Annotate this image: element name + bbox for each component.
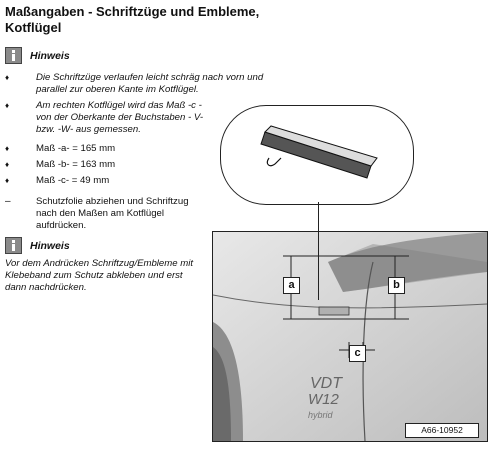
- detail-callout: [220, 105, 414, 205]
- dimension-label-a: a: [283, 277, 300, 294]
- bullet-icon: ♦: [5, 144, 10, 153]
- page-title: Maßangaben - Schriftzüge und Embleme, Kotflügel: [5, 4, 260, 35]
- step-text: Schutzfolie abziehen und Schriftzug nach den Maßen am Kotflügel aufdrücken.: [36, 196, 189, 231]
- note-header: [5, 47, 70, 64]
- note-header: [5, 237, 70, 254]
- measure-a: Maß -a- = 165 mm: [36, 143, 116, 154]
- measure-c: Maß -c- = 49 mm: [36, 175, 110, 186]
- dimension-label-c: c: [349, 345, 366, 362]
- note-label: Hinweis: [30, 49, 70, 62]
- dash-marker: –: [5, 196, 11, 207]
- note2-text: Vor dem Andrücken Schriftzug/Embleme mit Klebeband zum Schutz abkleben und erst dann nachdrücken.: [5, 258, 194, 293]
- callout-leader: [318, 202, 319, 300]
- badge-w12: W12: [308, 391, 339, 408]
- bullet-icon: ♦: [5, 176, 10, 185]
- dimension-label-b: b: [388, 277, 405, 294]
- note-label: Hinweis: [30, 239, 70, 252]
- bullet-icon: ♦: [5, 160, 10, 169]
- measure-b: Maß -b- = 163 mm: [36, 159, 116, 170]
- note-bullet-text: Am rechten Kotflügel wird das Maß -c - von der Oberkante der Buchstaben - V- bzw. -W- aus gemessen.: [36, 100, 204, 135]
- info-icon: [5, 237, 22, 254]
- bullet-icon: ♦: [5, 101, 10, 110]
- bullet-icon: ♦: [5, 73, 10, 82]
- figure-reference: A66-10952: [405, 423, 479, 438]
- car-fender-illustration: [212, 231, 488, 442]
- badge-vdt: VDT: [310, 375, 342, 392]
- badge-hybrid: hybrid: [308, 410, 333, 420]
- info-icon: [5, 47, 22, 64]
- note-bullet-text: Die Schriftzüge verlaufen leicht schräg nach vorn und parallel zur oberen Kante im Kotflügel.: [36, 72, 264, 95]
